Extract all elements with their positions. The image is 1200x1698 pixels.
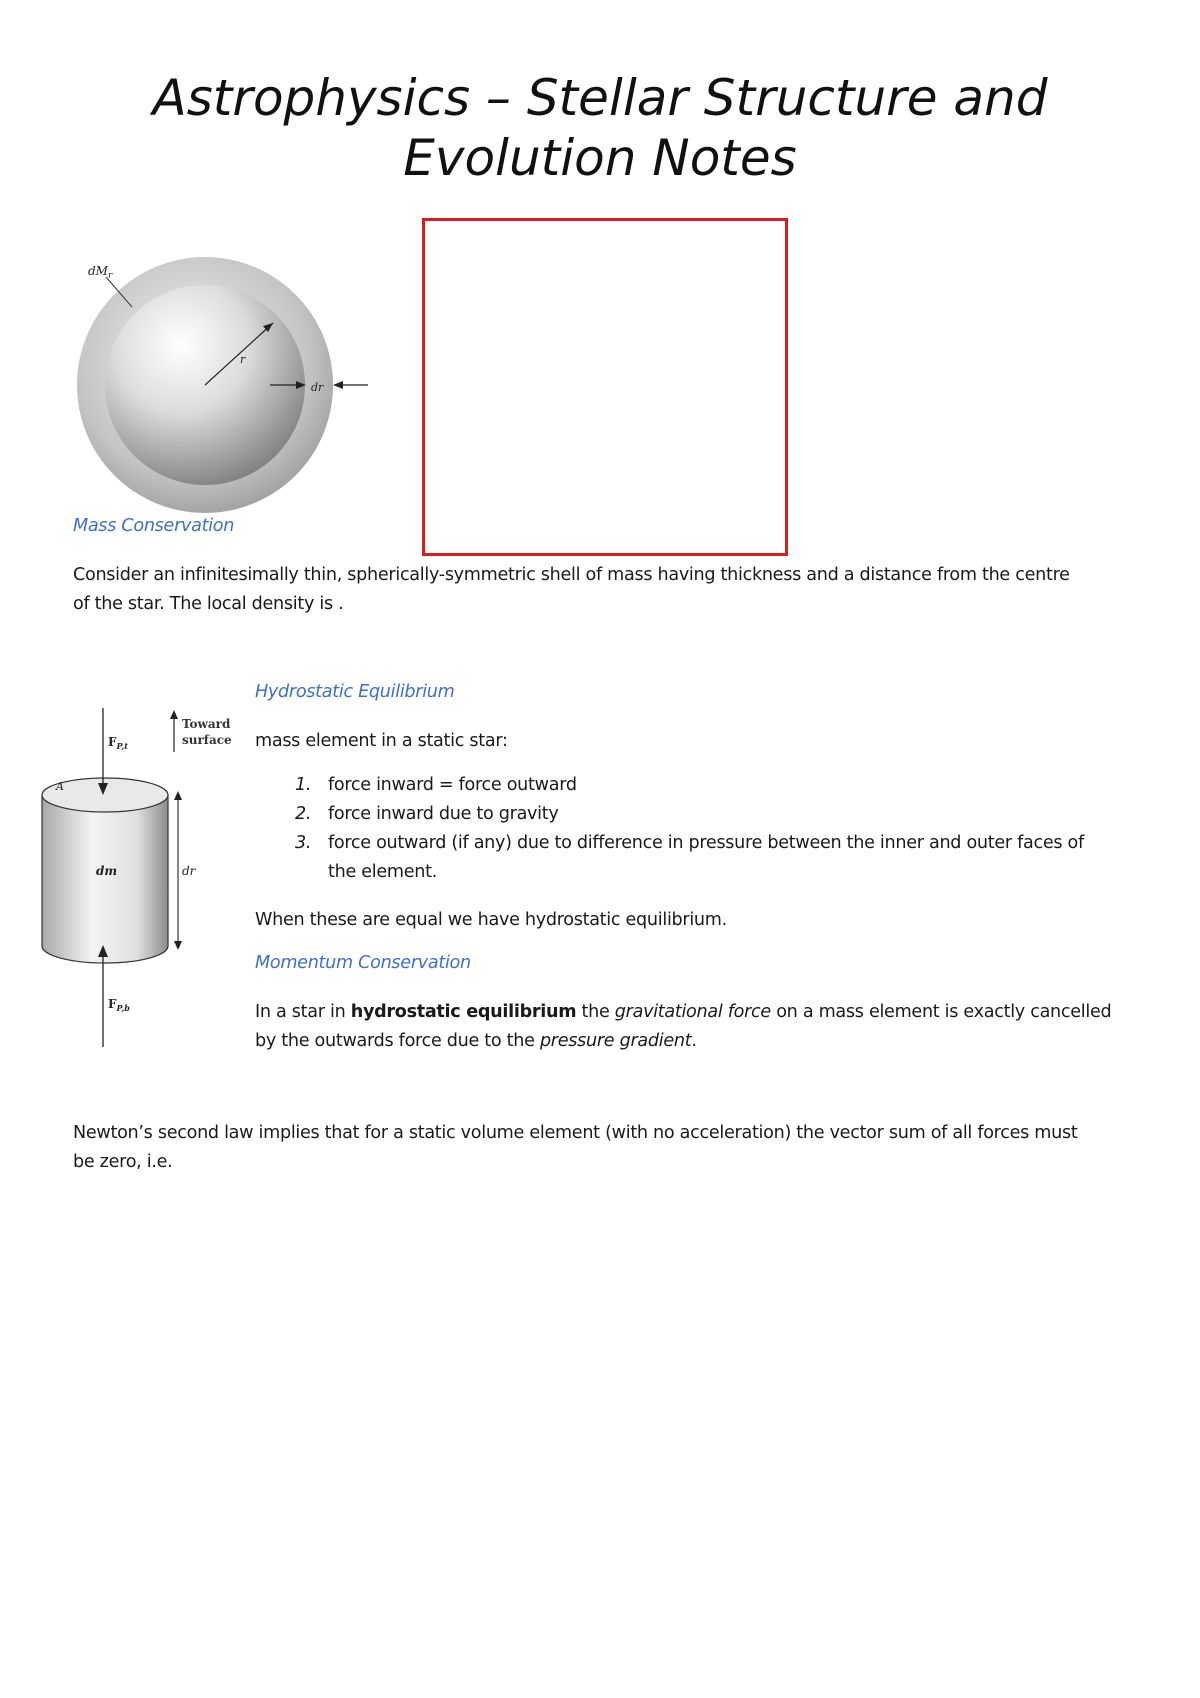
spherical-shell-figure	[70, 255, 380, 515]
hydrostatic-conclusion: When these are equal we have hydrostatic equilibrium.	[255, 910, 727, 930]
list-text: force inward due to gravity	[328, 804, 559, 824]
momentum-text: .	[691, 1031, 697, 1051]
momentum-heading: Momentum Conservation	[255, 953, 471, 973]
list-number: 1.	[295, 775, 312, 795]
list-text: force outward (if any) due to difference in pressure between the inner and outer faces of	[328, 833, 1084, 853]
momentum-bold-term: hydrostatic equilibrium	[350, 1002, 577, 1022]
label-dm: dm	[96, 864, 118, 878]
list-number: 3.	[295, 833, 312, 853]
label-dM-sub: r	[107, 271, 113, 281]
momentum-italic-term: pressure gradient	[539, 1031, 692, 1051]
mass-conservation-heading: Mass Conservation	[73, 516, 235, 536]
label-dr: dr	[311, 381, 324, 394]
mass-conservation-paragraph	[73, 561, 1143, 619]
svg-text:FP,t	[108, 735, 128, 751]
label-dr-cylinder: dr	[182, 864, 196, 878]
mass-conservation-line-1: Consider an infinitesimally thin, spherically-symmetric shell of mass having thickness and a distance from the centre	[73, 565, 1070, 585]
label-F-top-sub: P,t	[116, 741, 128, 751]
title-line-1: Astrophysics – Stellar Structure and	[152, 69, 1048, 127]
momentum-text: the	[576, 1002, 615, 1022]
cylinder-mass-element-figure	[38, 700, 238, 1052]
empty-figure-box	[422, 218, 788, 556]
label-F-bottom-sub: P,b	[116, 1003, 130, 1013]
document-title	[100, 68, 1100, 188]
newton-line-1: Newton’s second law implies that for a static volume element (with no acceleration) the vector sum of all forces must	[73, 1123, 1078, 1143]
force-list	[255, 771, 1155, 887]
momentum-text: by the outwards force due to the	[255, 1031, 540, 1051]
hydrostatic-heading: Hydrostatic Equilibrium	[255, 682, 455, 702]
label-A: A	[56, 780, 64, 793]
list-text: force inward = force outward	[328, 775, 577, 795]
momentum-text: In a star in	[255, 1002, 351, 1022]
momentum-paragraph	[255, 998, 1155, 1056]
label-F-top: F	[108, 735, 117, 749]
svg-text:dMr	[88, 264, 113, 281]
newton-line-2: be zero, i.e.	[73, 1152, 173, 1172]
newton-paragraph	[73, 1119, 1153, 1177]
label-toward: Toward	[182, 717, 231, 731]
mass-conservation-line-2: of the star. The local density is .	[73, 594, 344, 614]
list-item	[255, 800, 1155, 829]
list-item	[255, 771, 1155, 800]
label-r: r	[240, 353, 246, 366]
momentum-italic-term: gravitational force	[614, 1002, 771, 1022]
list-item	[255, 829, 1155, 887]
momentum-text: on a mass element is exactly cancelled	[770, 1002, 1112, 1022]
label-F-bottom: F	[108, 997, 117, 1011]
svg-text:FP,b	[108, 997, 130, 1013]
list-number: 2.	[295, 804, 312, 824]
title-line-2: Evolution Notes	[403, 129, 797, 187]
list-text-continued: the element.	[328, 862, 438, 882]
label-dM: dM	[88, 264, 108, 278]
label-surface: surface	[182, 733, 232, 747]
hydrostatic-intro: mass element in a static star:	[255, 731, 508, 751]
